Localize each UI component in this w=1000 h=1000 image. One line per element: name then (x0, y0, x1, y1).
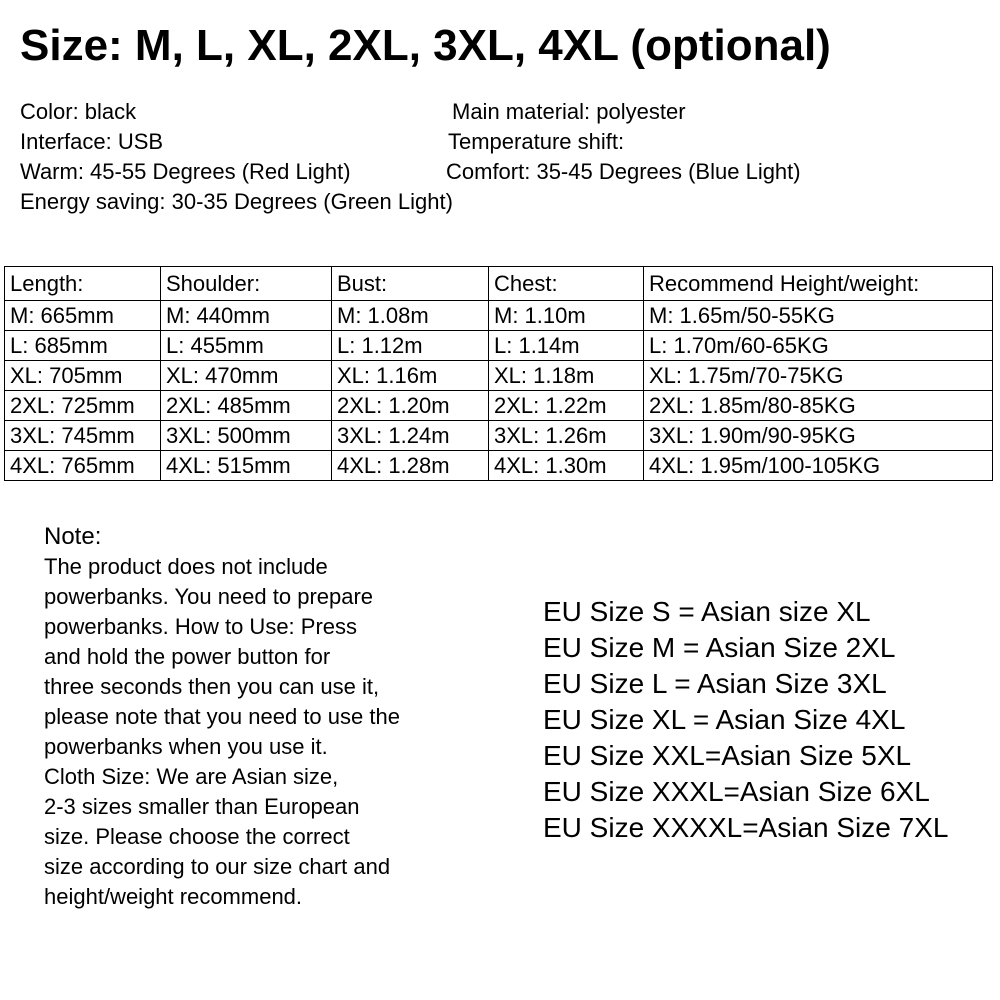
note-line: three seconds then you can use it, (44, 674, 380, 699)
column-header-length: Length: (5, 267, 161, 301)
table-cell: XL: 1.75m/70-75KG (644, 361, 993, 391)
spec-color: Color: black (20, 99, 137, 124)
table-cell: 2XL: 485mm (161, 391, 332, 421)
table-cell: L: 1.14m (489, 331, 644, 361)
table-cell: 4XL: 1.30m (489, 451, 644, 481)
note-line: powerbanks. You need to prepare (44, 584, 374, 609)
table-cell: 4XL: 765mm (5, 451, 161, 481)
eu-size-conversion-item: EU Size M = Asian Size 2XL (543, 632, 896, 663)
table-cell: 4XL: 1.95m/100-105KG (644, 451, 993, 481)
table-cell: 2XL: 725mm (5, 391, 161, 421)
table-cell: 2XL: 1.22m (489, 391, 644, 421)
table-cell: 2XL: 1.20m (332, 391, 489, 421)
column-header-recommend: Recommend Height/weight: (644, 267, 993, 301)
eu-size-conversion-item: EU Size S = Asian size XL (543, 596, 871, 627)
table-row (5, 331, 993, 361)
eu-size-conversion-item: EU Size XXL=Asian Size 5XL (543, 740, 912, 771)
size-chart-table (4, 266, 993, 481)
table-row (5, 451, 993, 481)
eu-size-conversion-item: EU Size L = Asian Size 3XL (543, 668, 887, 699)
note-heading: Note: (44, 523, 102, 550)
table-cell: M: 665mm (5, 301, 161, 331)
table-cell: 3XL: 500mm (161, 421, 332, 451)
table-cell: 3XL: 745mm (5, 421, 161, 451)
note-text (44, 552, 464, 912)
note-line: The product does not include (44, 554, 328, 579)
table-cell: 4XL: 515mm (161, 451, 332, 481)
note-line: size. Please choose the correct (44, 824, 350, 849)
spec-temperature-shift: Temperature shift: (448, 129, 625, 154)
table-cell: M: 1.08m (332, 301, 489, 331)
page-title: Size: M, L, XL, 2XL, 3XL, 4XL (optional) (20, 21, 831, 70)
table-cell: L: 1.12m (332, 331, 489, 361)
table-cell: L: 1.70m/60-65KG (644, 331, 993, 361)
table-row (5, 301, 993, 331)
table-cell: 4XL: 1.28m (332, 451, 489, 481)
table-cell: XL: 705mm (5, 361, 161, 391)
table-cell: 3XL: 1.90m/90-95KG (644, 421, 993, 451)
spec-main-material: Main material: polyester (452, 99, 686, 124)
table-cell: M: 1.65m/50-55KG (644, 301, 993, 331)
eu-size-conversion-item: EU Size XXXXL=Asian Size 7XL (543, 812, 949, 843)
eu-size-conversion-item: EU Size XL = Asian Size 4XL (543, 704, 906, 735)
column-header-chest: Chest: (489, 267, 644, 301)
table-row (5, 361, 993, 391)
table-row (5, 421, 993, 451)
table-cell: L: 685mm (5, 331, 161, 361)
note-line: 2-3 sizes smaller than European (44, 794, 360, 819)
note-line: powerbanks. How to Use: Press (44, 614, 358, 639)
note-line: please note that you need to use the (44, 704, 400, 729)
eu-size-conversion-list (543, 594, 993, 846)
note-line: size according to our size chart and (44, 854, 391, 879)
table-cell: XL: 470mm (161, 361, 332, 391)
table-cell: L: 455mm (161, 331, 332, 361)
table-cell: XL: 1.18m (489, 361, 644, 391)
note-line: height/weight recommend. (44, 884, 303, 909)
table-cell: M: 440mm (161, 301, 332, 331)
table-cell: 3XL: 1.24m (332, 421, 489, 451)
spec-energy-saving-mode: Energy saving: 30-35 Degrees (Green Light) (20, 189, 453, 214)
table-cell: 3XL: 1.26m (489, 421, 644, 451)
spec-comfort-mode: Comfort: 35-45 Degrees (Blue Light) (446, 159, 801, 184)
table-header-row (5, 267, 993, 301)
table-cell: M: 1.10m (489, 301, 644, 331)
spec-interface: Interface: USB (20, 129, 164, 154)
table-row (5, 391, 993, 421)
column-header-shoulder: Shoulder: (161, 267, 332, 301)
table-cell: 2XL: 1.85m/80-85KG (644, 391, 993, 421)
note-line: powerbanks when you use it. (44, 734, 328, 759)
column-header-bust: Bust: (332, 267, 489, 301)
spec-warm-mode: Warm: 45-55 Degrees (Red Light) (20, 159, 351, 184)
note-line: and hold the power button for (44, 644, 331, 669)
eu-size-conversion-item: EU Size XXXL=Asian Size 6XL (543, 776, 930, 807)
table-cell: XL: 1.16m (332, 361, 489, 391)
note-line: Cloth Size: We are Asian size, (44, 764, 339, 789)
